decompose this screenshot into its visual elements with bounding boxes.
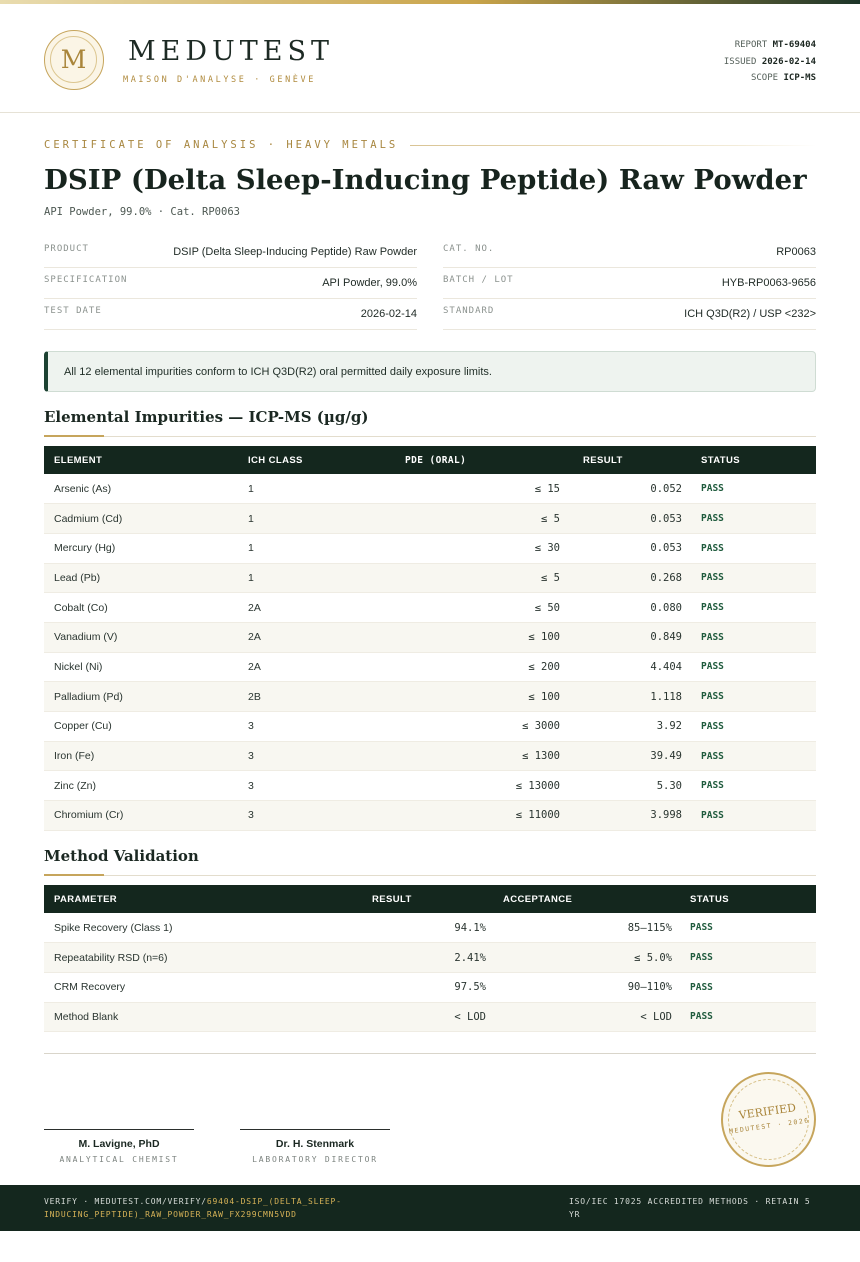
result-value: 0.052 [650, 482, 682, 495]
result-value: 5.30 [656, 779, 682, 792]
pde-limit: ≤ 100 [528, 690, 560, 703]
scope-label: SCOPE [750, 73, 779, 83]
ich-class: 1 [248, 482, 254, 495]
ich-class: 3 [248, 750, 254, 763]
signature-divider [44, 1053, 816, 1054]
kicker-divider [410, 145, 816, 146]
element-name: Arsenic (As) [54, 482, 112, 495]
result-value: 3.998 [650, 809, 682, 822]
info-row-batch [443, 268, 816, 299]
signatory-role: LABORATORY DIRECTOR [252, 1155, 378, 1164]
info-value: ICH Q3D(R2) / USP <232> [684, 308, 816, 320]
table-header-row [44, 446, 816, 474]
pde-limit: ≤ 11000 [515, 809, 560, 822]
verify-url-prefix: VERIFY · MEDUTEST.COM/VERIFY/ [44, 1197, 207, 1206]
section-accent [44, 435, 104, 437]
report-id-line [724, 37, 816, 54]
info-value: HYB-RP0063-9656 [721, 277, 816, 289]
status-badge: PASS [690, 952, 713, 964]
info-label: TEST DATE [44, 306, 102, 316]
status-badge: PASS [701, 602, 724, 614]
brand-tagline: MAISON D'ANALYSE · GENÈVE [123, 75, 316, 85]
col-header-acceptance: ACCEPTANCE [503, 893, 573, 905]
status-badge: PASS [701, 691, 724, 703]
element-name: Cadmium (Cd) [54, 512, 123, 525]
verify-url[interactable] [44, 1196, 384, 1221]
table-row [44, 563, 816, 593]
scope-line [724, 70, 816, 87]
element-name: Mercury (Hg) [54, 542, 116, 555]
element-name: Palladium (Pd) [54, 690, 123, 703]
ich-class: 1 [248, 542, 254, 555]
status-badge: PASS [690, 1011, 713, 1023]
result-value: 39.49 [650, 750, 682, 763]
pde-limit: ≤ 3000 [522, 720, 560, 733]
parameter-name: Spike Recovery (Class 1) [54, 921, 173, 934]
report-id-label: REPORT [734, 40, 768, 50]
pde-limit: ≤ 15 [534, 482, 560, 495]
element-name: Nickel (Ni) [54, 660, 103, 673]
table-row [44, 682, 816, 712]
info-label: PRODUCT [44, 244, 89, 254]
stamp-sub-text: MEDUTEST · 2026 [728, 1116, 811, 1136]
info-row-product [44, 237, 417, 268]
table-row [44, 622, 816, 652]
table-row [44, 474, 816, 504]
status-badge: PASS [701, 631, 724, 643]
status-badge: PASS [701, 572, 724, 584]
info-row-specification [44, 268, 417, 299]
acceptance-range: ≤ 5.0% [634, 951, 672, 964]
verify-url-code: 69404-DSIP_(DELTA_SLEEP-INDUCING_PEPTIDE)_RAW_POWDER_RAW_FX299CMN5VDD [44, 1197, 342, 1219]
info-value: DSIP (Delta Sleep-Inducing Peptide) Raw Powder [173, 246, 417, 258]
info-row-cat-no [443, 237, 816, 268]
report-id-value: MT-69404 [772, 40, 816, 50]
col-header-result: RESULT [372, 893, 412, 905]
pde-limit: ≤ 100 [528, 631, 560, 644]
pde-limit: ≤ 30 [534, 542, 560, 555]
brand-seal-logo [44, 30, 104, 90]
table-row [44, 504, 816, 534]
result-value: 1.118 [650, 690, 682, 703]
ich-class: 1 [248, 512, 254, 525]
result-value: 0.080 [650, 601, 682, 614]
info-row-test-date [44, 299, 417, 330]
product-title: DSIP (Delta Sleep-Inducing Peptide) Raw Powder [44, 164, 807, 196]
pde-limit: ≤ 5 [541, 571, 560, 584]
element-name: Cobalt (Co) [54, 601, 108, 614]
ich-class: 3 [248, 809, 254, 822]
info-label: CAT. NO. [443, 244, 495, 254]
conformance-notice [44, 351, 816, 392]
impurities-section-title: Elemental Impurities — ICP-MS (µg/g) [44, 408, 369, 426]
result-value: 0.053 [650, 542, 682, 555]
info-column-left [44, 237, 417, 330]
element-name: Vanadium (V) [54, 631, 118, 644]
pde-limit: ≤ 5 [541, 512, 560, 525]
info-row-standard [443, 299, 816, 330]
result-value: 0.849 [650, 631, 682, 644]
signature-block-director [240, 1129, 390, 1164]
info-column-right [443, 237, 816, 330]
conformance-notice-text: All 12 elemental impurities conform to ICH Q3D(R2) oral permitted daily exposure limits. [64, 365, 492, 378]
ich-class: 3 [248, 720, 254, 733]
status-badge: PASS [701, 483, 724, 495]
table-row [44, 972, 816, 1002]
parameter-name: Method Blank [54, 1010, 119, 1023]
signatory-name: M. Lavigne, PhD [78, 1138, 160, 1150]
info-value: API Powder, 99.0% [322, 277, 417, 289]
signatory-role: ANALYTICAL CHEMIST [59, 1155, 179, 1164]
status-badge: PASS [701, 542, 724, 554]
result-value: 94.1% [454, 921, 486, 934]
table-row [44, 771, 816, 801]
table-row [44, 652, 816, 682]
ich-class: 2B [248, 690, 261, 703]
acceptance-range: 90–110% [627, 981, 672, 994]
element-name: Iron (Fe) [54, 750, 95, 763]
accreditation-note: ISO/IEC 17025 ACCREDITED METHODS · RETAIN 5 YR [569, 1197, 811, 1219]
result-value: 4.404 [650, 660, 682, 673]
parameter-name: CRM Recovery [54, 981, 126, 994]
col-header-class: ICH CLASS [248, 454, 303, 466]
table-row [44, 943, 816, 973]
section-divider [44, 875, 816, 876]
ich-class: 2A [248, 660, 261, 673]
table-row [44, 593, 816, 623]
certificate-kicker-row [44, 137, 816, 153]
product-subtitle: API Powder, 99.0% · Cat. RP0063 [44, 206, 240, 218]
result-value: 0.053 [650, 512, 682, 525]
certificate-kicker: CERTIFICATE OF ANALYSIS · HEAVY METALS [44, 139, 399, 151]
brand-seal-letter: M [50, 36, 97, 83]
info-label: BATCH / LOT [443, 275, 514, 285]
validation-section-title: Method Validation [44, 847, 199, 865]
issued-line [724, 54, 816, 71]
element-name: Chromium (Cr) [54, 809, 124, 822]
status-badge: PASS [701, 661, 724, 673]
col-header-parameter: PARAMETER [54, 893, 118, 905]
info-label: SPECIFICATION [44, 275, 128, 285]
result-value: 3.92 [656, 720, 682, 733]
section-divider [44, 436, 816, 437]
table-header-row [44, 885, 816, 913]
info-value: RP0063 [776, 246, 816, 258]
report-meta [724, 37, 816, 87]
ich-class: 2A [248, 631, 261, 644]
result-value: 2.41% [454, 951, 486, 964]
impurities-table [44, 446, 816, 831]
acceptance-range: 85–115% [627, 921, 672, 934]
col-header-status: STATUS [701, 454, 740, 466]
ich-class: 1 [248, 571, 254, 584]
table-row [44, 801, 816, 831]
info-value: 2026-02-14 [360, 308, 417, 320]
info-label: STANDARD [443, 306, 495, 316]
element-name: Copper (Cu) [54, 720, 112, 733]
status-badge: PASS [690, 981, 713, 993]
stamp-main-text: VERIFIED [738, 1101, 797, 1123]
status-badge: PASS [701, 513, 724, 525]
verification-footer [0, 1185, 860, 1231]
validation-table [44, 885, 816, 1032]
status-badge: PASS [701, 720, 724, 732]
section-accent [44, 874, 104, 876]
table-row [44, 1002, 816, 1032]
status-badge: PASS [701, 750, 724, 762]
impurities-table-body [44, 474, 816, 830]
col-header-element: ELEMENT [54, 454, 103, 466]
status-badge: PASS [701, 809, 724, 821]
signatory-name: Dr. H. Stenmark [275, 1138, 355, 1150]
pde-limit: ≤ 13000 [515, 779, 560, 792]
report-header [0, 4, 860, 113]
col-header-result: RESULT [583, 454, 623, 466]
pde-limit: ≤ 200 [528, 660, 560, 673]
validation-table-body [44, 913, 816, 1032]
brand-name: MEDUTEST [128, 36, 334, 67]
verified-stamp [715, 1066, 822, 1173]
result-value: 0.268 [650, 571, 682, 584]
parameter-name: Repeatability RSD (n=6) [54, 951, 168, 964]
pde-limit: ≤ 50 [534, 601, 560, 614]
result-value: 97.5% [454, 981, 486, 994]
result-value: < LOD [454, 1010, 486, 1023]
issued-label: ISSUED [723, 56, 757, 67]
status-badge: PASS [690, 922, 713, 934]
ich-class: 3 [248, 779, 254, 792]
table-row [44, 712, 816, 742]
signature-block-chemist [44, 1129, 194, 1164]
acceptance-range: < LOD [640, 1010, 672, 1023]
element-name: Lead (Pb) [54, 571, 101, 584]
ich-class: 2A [248, 601, 261, 614]
table-row [44, 913, 816, 943]
col-header-pde: PDE (ORAL) [405, 454, 467, 466]
element-name: Zinc (Zn) [54, 779, 96, 792]
col-header-status: STATUS [690, 893, 729, 905]
issued-value: 2026-02-14 [761, 56, 816, 67]
pde-limit: ≤ 1300 [522, 750, 560, 763]
scope-value: ICP-MS [783, 73, 816, 83]
status-badge: PASS [701, 780, 724, 792]
table-row [44, 741, 816, 771]
table-row [44, 533, 816, 563]
